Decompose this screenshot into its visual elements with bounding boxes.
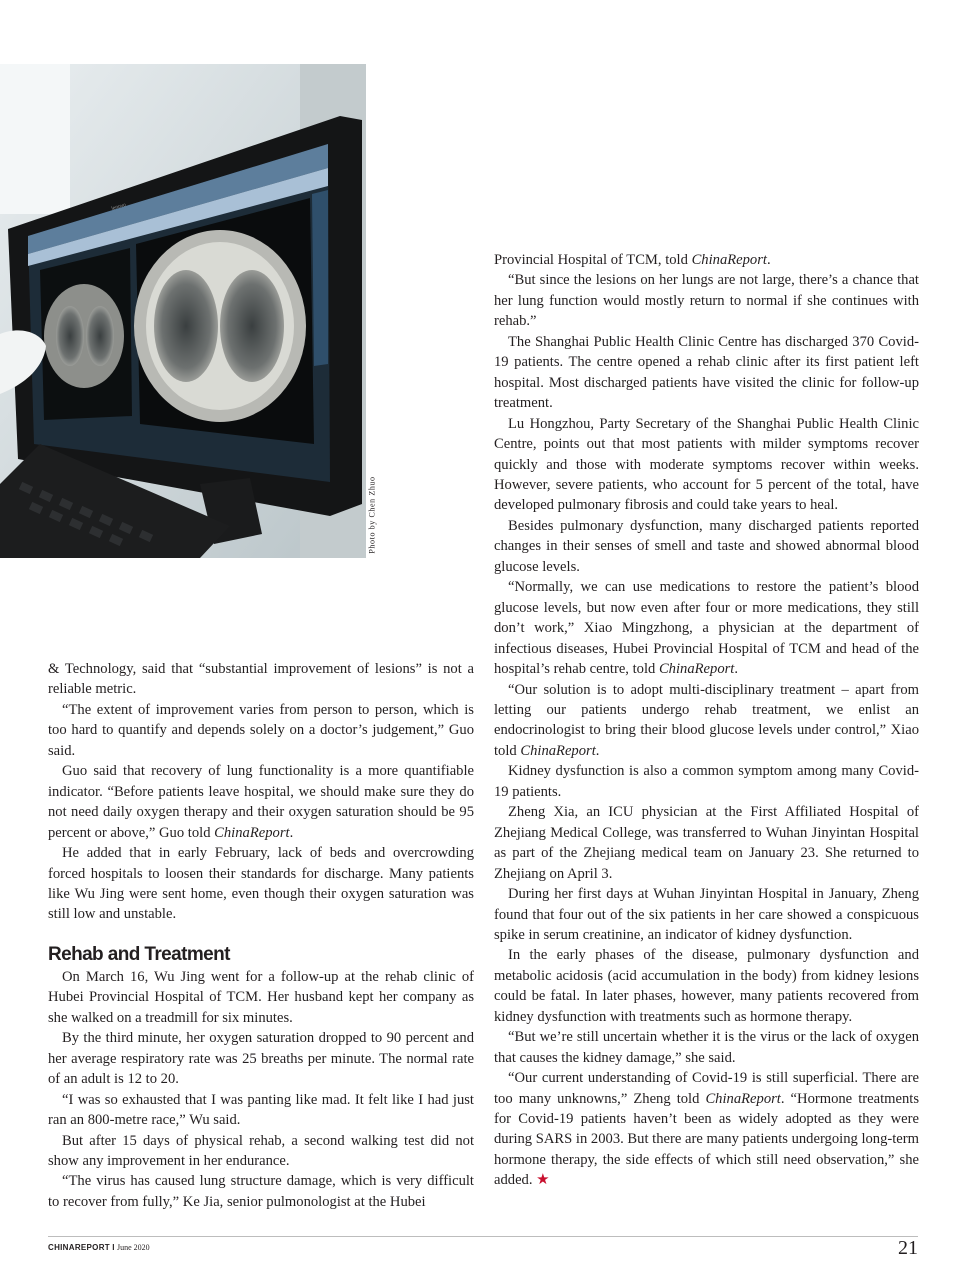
publication-name: ChinaReport	[214, 824, 290, 841]
footer-divider	[48, 1236, 918, 1237]
footer-separator: I	[112, 1243, 115, 1252]
photo-credit-text: Photo by Chen Zhuo	[367, 476, 377, 554]
right-paragraph-10: During her first days at Wuhan Jinyintan Hospital in January, Zheng found that four out of the six patients in her care showed a conspicuous spike in serum creatinine, an indicator of kidney dysfunction.	[494, 886, 919, 943]
page-number: 21	[898, 1237, 918, 1259]
right-paragraph-3: The Shanghai Public Health Clinic Centre has discharged 370 Covid-19 patients. The centre opened a rehab clinic after its first patient left hospital. Most discharged patients have visited the clinic for follow-up treatment.	[494, 333, 919, 412]
left-paragraph-6: By the third minute, her oxygen saturation dropped to 90 percent and her average respiratory rate was 25 breaths per minute. The normal rate of an adult is 12 to 20.	[48, 1030, 474, 1088]
left-paragraph-4: He added that in early February, lack of beds and overcrowding forced hospitals to loosen their standards for discharge. Many patients like Wu Jing were sent home, even though their oxygen saturation was still low and unstable.	[48, 845, 474, 923]
publication-name: ChinaReport	[520, 742, 596, 759]
right-paragraph-5: Besides pulmonary dysfunction, many discharged patients reported changes in their senses of smell and taste and showed abnormal blood glucose levels.	[494, 517, 919, 575]
publication-name: ChinaReport	[705, 1090, 781, 1107]
photo-credit	[365, 470, 379, 560]
left-paragraph-2: “The extent of improvement varies from person to person, which is too hard to quantify and depends solely on a doctor’s judgement,” Guo said.	[48, 701, 474, 759]
left-paragraph-8: But after 15 days of physical rehab, a second walking test did not show any improvement in her endurance.	[48, 1132, 474, 1169]
right-paragraph-13: “Our current understanding of Covid-19 is still superficial. There are too many unknowns,” Zheng told ChinaReport. “Hormone treatments for Covid-19 patients haven’t been as widely adopted as they were during SARS in 2003. But there are many patients undergoing long-term hormone therapy, the side effects of which still need observation,” she added. ★	[494, 1070, 919, 1189]
left-paragraph-1: & Technology, said that “substantial improvement of lesions” is not a reliable metric.	[48, 661, 474, 698]
left-paragraph-9: “The virus has caused lung structure damage, which is very difficult to recover from fully,” Ke Jia, senior pulmonologist at the Hubei	[48, 1173, 474, 1210]
right-paragraph-12: “But we’re still uncertain whether it is the virus or the lack of oxygen that causes the kidney damage,” she said.	[494, 1029, 919, 1066]
right-paragraph-9: Zheng Xia, an ICU physician at the First Affiliated Hospital of Zhejiang Medical College, was transferred to Wuhan Jinyintan Hospital as part of the Zhejiang medical team on January 23. She returned to Zhejiang on April 3.	[494, 804, 919, 882]
article-photo	[0, 64, 366, 558]
right-paragraph-1: Provincial Hospital of TCM, told ChinaReport.	[494, 252, 771, 268]
magazine-name: CHINAREPORT	[48, 1243, 110, 1252]
publication-name: ChinaReport	[691, 252, 767, 268]
issue-date: June 2020	[116, 1243, 150, 1252]
publication-name: ChinaReport	[658, 661, 735, 678]
section-heading: Rehab and Treatment	[48, 943, 230, 965]
ct-monitor-illustration	[0, 64, 366, 558]
right-paragraph-8: Kidney dysfunction is also a common symptom among many Covid-19 patients.	[494, 763, 919, 800]
right-paragraph-4: Lu Hongzhou, Party Secretary of the Shanghai Public Health Clinic Centre, points out that most patients with milder symptoms recover quickly and those with moderate symptoms recover within weeks. However, severe patients, who account for 5 percent of the total, have developed pulmonary fibrosis and could take years to heal.	[494, 415, 919, 514]
left-paragraph-3: Guo said that recovery of lung functionality is a more quantifiable indicator. “Before patients leave hospital, we should make sure they do not need daily oxygen therapy and their oxygen saturation should be 95 percent or above,” Guo told ChinaReport.	[48, 763, 474, 841]
right-paragraph-2: “But since the lesions on her lungs are not large, there’s a chance that her lung function would mostly return to normal if she continues with rehab.”	[494, 272, 919, 330]
left-paragraph-7: “I was so exhausted that I was panting like mad. It felt like I had just ran an 800-metre race,” Wu said.	[48, 1091, 474, 1129]
right-column	[494, 250, 919, 1191]
right-paragraph-11: In the early phases of the disease, pulmonary dysfunction and metabolic acidosis (acid accumulation in the body) from kidney lesions could be fatal. In later phases, however, many patients recovered from kidney dysfunction with treatments such as hormone therapy.	[494, 947, 919, 1025]
footer-masthead	[48, 1243, 150, 1252]
monitor-brand: lenovo	[110, 202, 127, 212]
right-paragraph-7: “Our solution is to adopt multi-disciplinary treatment – apart from letting our patients undergo rehab treatment, we enlist an endocrinologist to bring their blood glucose levels under control,” Xiao told ChinaReport.	[494, 681, 919, 759]
left-paragraph-5: On March 16, Wu Jing went for a follow-up at the rehab clinic of Hubei Provincial Hospital of TCM. Her husband kept her company as she walked on a treadmill for six minutes.	[48, 968, 474, 1026]
end-star-icon: ★	[536, 1172, 550, 1189]
right-paragraph-6: “Normally, we can use medications to restore the patient’s blood glucose levels, but now even after four or more medications, they still don’t work,” Xiao Mingzhong, a physician at the department of infectious diseases, Hubei Provincial Hospital of TCM and head of the hospital’s rehab centre, told ChinaReport.	[494, 579, 919, 678]
left-column	[48, 659, 474, 1212]
